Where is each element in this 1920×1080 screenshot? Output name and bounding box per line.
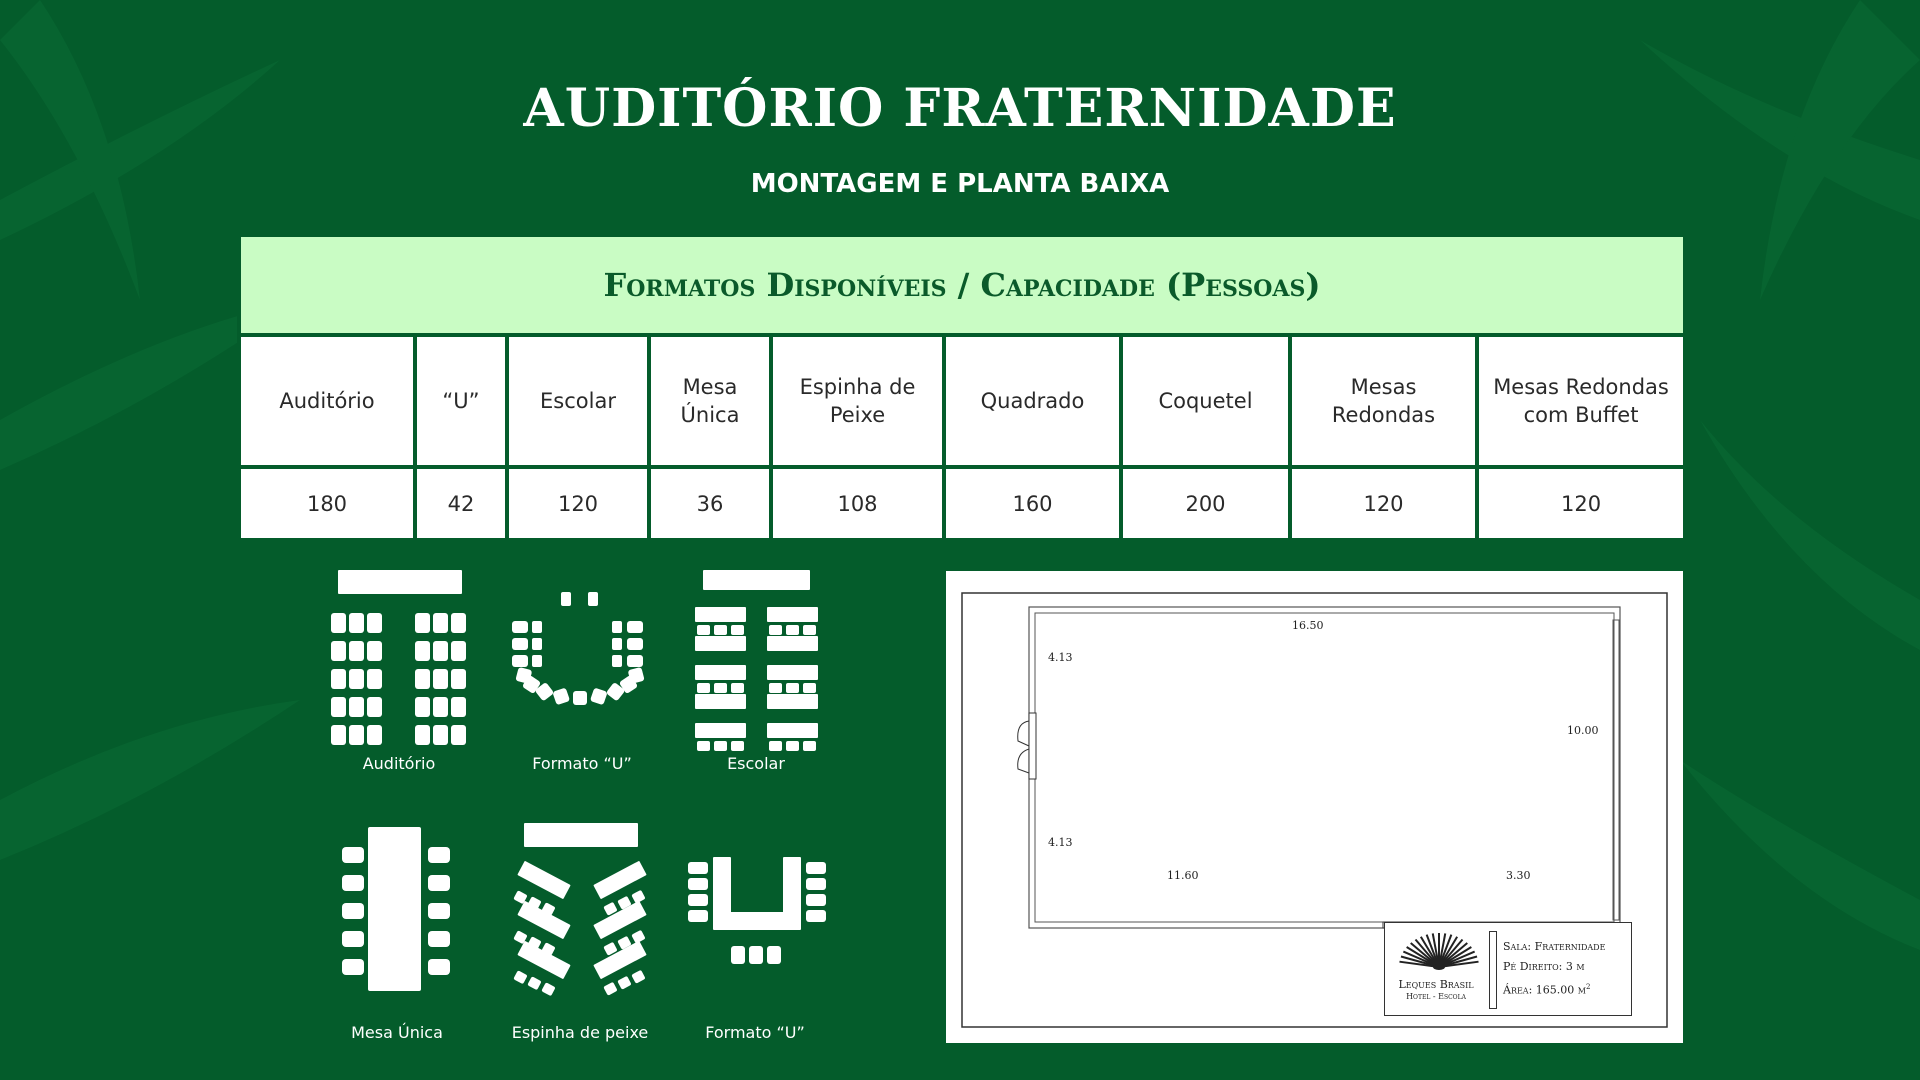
seat-shape — [806, 910, 826, 922]
seat-shape — [688, 894, 708, 906]
capacity-cell: 180 — [241, 469, 413, 538]
seat-shape — [367, 641, 382, 661]
seat-shape — [806, 862, 826, 874]
seat-shape — [697, 625, 710, 635]
seat-shape — [415, 669, 430, 689]
seat-shape — [731, 741, 744, 751]
seat-shape — [703, 570, 810, 590]
brand-name: Leques Brasil — [1398, 978, 1474, 991]
legend-room: Sala: Fraternidade — [1503, 940, 1606, 953]
label-espinha: Espinha de peixe — [511, 1023, 649, 1042]
espinha-diagram — [513, 823, 646, 996]
seat-shape — [588, 592, 598, 606]
seat-shape — [349, 641, 364, 661]
seat-shape — [714, 683, 727, 693]
seat-shape — [433, 669, 448, 689]
seat-shape — [767, 636, 818, 651]
format-cell: Escolar — [509, 337, 647, 465]
seat-shape — [451, 697, 466, 717]
seat-shape — [532, 655, 542, 667]
formato-u2-diagram — [688, 857, 826, 964]
seat-shape — [749, 946, 763, 964]
seat-shape — [806, 878, 826, 890]
seat-shape — [451, 669, 466, 689]
seat-shape — [342, 903, 364, 919]
seat-shape — [627, 655, 643, 667]
seat-shape — [767, 665, 818, 680]
seat-shape — [688, 910, 708, 922]
fan-logo — [1385, 923, 1495, 983]
escolar-diagram — [695, 570, 818, 751]
capacity-cell: 200 — [1123, 469, 1288, 538]
seat-shape — [731, 683, 744, 693]
label-auditorio: Auditório — [362, 754, 436, 773]
seat-shape — [552, 687, 570, 705]
dim-bottom-left: 11.60 — [1167, 869, 1199, 882]
seat-shape — [415, 613, 430, 633]
format-cell: “U” — [417, 337, 505, 465]
seat-shape — [695, 607, 746, 622]
seat-shape — [415, 641, 430, 661]
seat-shape — [367, 697, 382, 717]
seat-shape — [695, 636, 746, 651]
seat-shape — [331, 613, 346, 633]
seat-shape — [524, 823, 638, 847]
page-title: AUDITÓRIO FRATERNIDADE — [523, 78, 1397, 139]
seat-shape — [331, 725, 346, 745]
seat-shape — [331, 669, 346, 689]
seat-shape — [603, 982, 617, 996]
table-heading: Formatos Disponíveis / Capacidade (Pessoas) — [241, 237, 1683, 333]
capacity-cell: 160 — [946, 469, 1119, 538]
seat-shape — [517, 861, 570, 900]
seat-shape — [631, 970, 645, 984]
seat-shape — [573, 691, 587, 705]
seat-shape — [513, 970, 527, 984]
auditorio-diagram — [331, 570, 466, 745]
seat-shape — [627, 638, 643, 650]
mesa-unica-diagram — [342, 827, 450, 991]
seat-shape — [433, 697, 448, 717]
seat-shape — [532, 621, 542, 633]
seat-shape — [612, 638, 622, 650]
seat-shape — [731, 625, 744, 635]
seat-shape — [331, 641, 346, 661]
seat-shape — [617, 976, 631, 990]
seat-shape — [428, 903, 450, 919]
seat-shape — [612, 621, 622, 633]
seat-shape — [590, 687, 608, 705]
seat-shape — [695, 665, 746, 680]
seat-shape — [627, 621, 643, 633]
seat-shape — [342, 959, 364, 975]
seat-shape — [803, 625, 816, 635]
seat-shape — [428, 875, 450, 891]
capacity-cell: 36 — [651, 469, 769, 538]
seat-shape — [731, 946, 745, 964]
seat-shape — [767, 694, 818, 709]
seat-shape — [415, 697, 430, 717]
seat-shape — [433, 613, 448, 633]
seat-shape — [428, 931, 450, 947]
dim-left-bottom: 4.13 — [1048, 836, 1073, 849]
seat-shape — [331, 697, 346, 717]
seat-shape — [769, 625, 782, 635]
seat-shape — [433, 725, 448, 745]
seat-shape — [803, 683, 816, 693]
seat-shape — [433, 641, 448, 661]
format-cell: Espinha de Peixe — [773, 337, 942, 465]
legend-area: Área: 165.00 m — [1503, 983, 1586, 997]
seat-shape — [786, 741, 799, 751]
seat-shape — [713, 912, 801, 930]
seat-shape — [786, 683, 799, 693]
seat-shape — [714, 625, 727, 635]
seat-shape — [767, 723, 818, 738]
format-cell: Mesas Redondas com Buffet — [1479, 337, 1683, 465]
legend-height: Pé Direito: 3 m — [1503, 960, 1585, 973]
label-formato-u: Formato “U” — [532, 754, 632, 773]
format-cell: Mesas Redondas — [1292, 337, 1475, 465]
seat-shape — [767, 946, 781, 964]
brand-block — [1391, 979, 1481, 1003]
seat-shape — [338, 570, 462, 594]
seat-shape — [349, 613, 364, 633]
seat-shape — [342, 875, 364, 891]
dim-bottom-right: 3.30 — [1506, 869, 1531, 882]
seat-shape — [541, 982, 555, 996]
capacity-cell: 120 — [1479, 469, 1683, 538]
seat-shape — [806, 894, 826, 906]
seat-shape — [451, 641, 466, 661]
seat-shape — [527, 976, 541, 990]
seat-shape — [342, 931, 364, 947]
plan-legend — [1384, 922, 1632, 1016]
page-subtitle: MONTAGEM E PLANTA BAIXA — [750, 169, 1170, 199]
seat-shape — [769, 683, 782, 693]
brand-subtitle: Hotel - Escola — [1406, 992, 1466, 1001]
capacity-cell: 108 — [773, 469, 942, 538]
dim-top: 16.50 — [1292, 619, 1324, 632]
seat-shape — [368, 827, 421, 991]
seat-shape — [612, 655, 622, 667]
seat-shape — [512, 655, 528, 667]
seat-shape — [512, 621, 528, 633]
label-mesa-unica: Mesa Única — [351, 1023, 443, 1042]
dim-right: 10.00 — [1567, 724, 1599, 737]
dim-left-top: 4.13 — [1048, 651, 1073, 664]
seat-shape — [714, 741, 727, 751]
seat-shape — [392, 827, 394, 991]
format-cell: Auditório — [241, 337, 413, 465]
label-formato-u-2: Formato “U” — [705, 1023, 805, 1042]
seat-shape — [767, 607, 818, 622]
seat-shape — [532, 638, 542, 650]
seat-shape — [695, 723, 746, 738]
seat-shape — [349, 725, 364, 745]
seat-shape — [512, 638, 528, 650]
capacity-cell: 120 — [509, 469, 647, 538]
seat-shape — [769, 741, 782, 751]
seat-shape — [342, 847, 364, 863]
format-cell: Mesa Única — [651, 337, 769, 465]
label-escolar: Escolar — [727, 754, 785, 773]
seat-shape — [688, 878, 708, 890]
floor-plan — [946, 571, 1683, 1043]
seat-shape — [451, 725, 466, 745]
seat-shape — [695, 694, 746, 709]
seat-shape — [367, 725, 382, 745]
format-cell: Quadrado — [946, 337, 1119, 465]
seat-shape — [415, 725, 430, 745]
legend-text — [1503, 937, 1605, 1001]
formato-u-diagram — [512, 592, 645, 705]
seat-shape — [803, 741, 816, 751]
seat-shape — [561, 592, 571, 606]
seat-shape — [367, 613, 382, 633]
seat-shape — [697, 741, 710, 751]
seat-shape — [349, 697, 364, 717]
legend-area-sup: 2 — [1585, 983, 1591, 991]
seat-shape — [428, 847, 450, 863]
seat-shape — [786, 625, 799, 635]
seat-shape — [451, 613, 466, 633]
capacity-cell: 42 — [417, 469, 505, 538]
seat-shape — [367, 669, 382, 689]
seat-shape — [349, 669, 364, 689]
format-cell: Coquetel — [1123, 337, 1288, 465]
seat-shape — [688, 862, 708, 874]
seat-shape — [428, 959, 450, 975]
seat-shape — [697, 683, 710, 693]
capacity-cell: 120 — [1292, 469, 1475, 538]
